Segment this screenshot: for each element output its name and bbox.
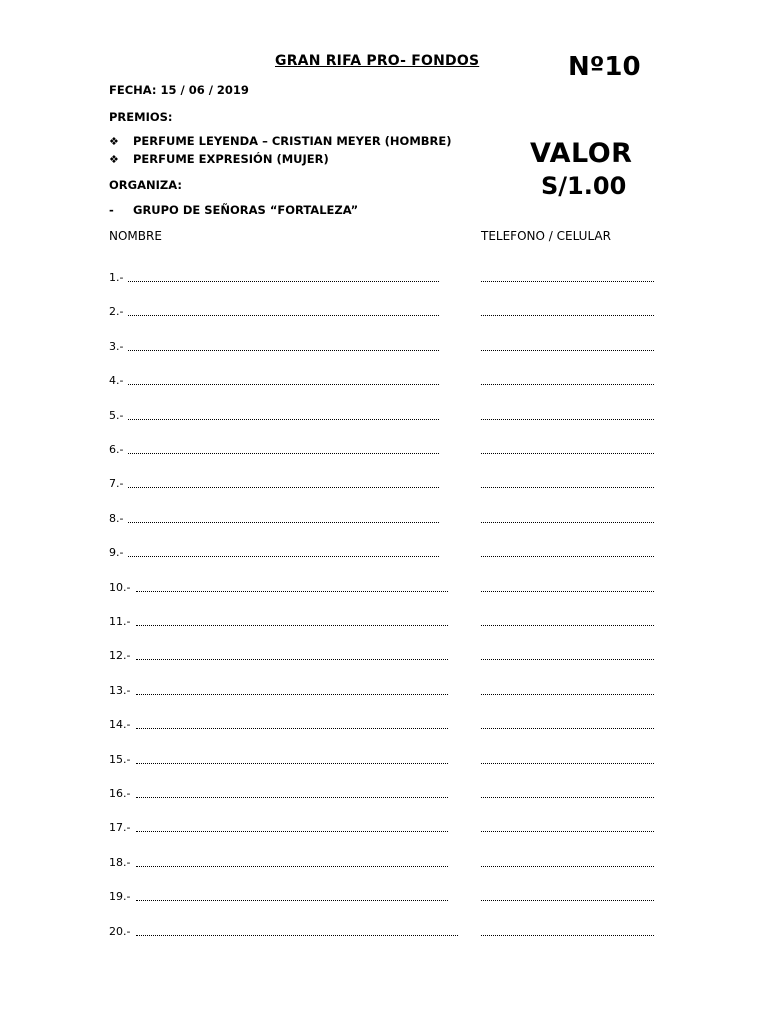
price-label: VALOR xyxy=(530,138,633,169)
diamond-bullet-icon: ❖ xyxy=(109,153,119,166)
prize-item xyxy=(109,152,329,166)
entry-row xyxy=(109,581,669,595)
entry-number: 9.- xyxy=(109,546,124,560)
name-blank-line[interactable] xyxy=(136,591,448,592)
phone-blank-line[interactable] xyxy=(481,935,654,936)
phone-blank-line[interactable] xyxy=(481,556,654,557)
entry-row xyxy=(109,340,669,354)
entry-number: 3.- xyxy=(109,339,124,353)
name-blank-line[interactable] xyxy=(128,556,439,557)
entry-number: 8.- xyxy=(109,511,124,525)
phone-blank-line[interactable] xyxy=(481,350,654,351)
entry-number: 18.- xyxy=(109,855,131,869)
name-blank-line[interactable] xyxy=(128,281,439,282)
name-blank-line[interactable] xyxy=(136,797,448,798)
entry-row xyxy=(109,546,669,560)
name-blank-line[interactable] xyxy=(128,419,439,420)
date-label: FECHA: 15 / 06 / 2019 xyxy=(109,83,249,97)
entry-number: 16.- xyxy=(109,787,131,800)
name-blank-line[interactable] xyxy=(136,763,448,764)
organizer-label: ORGANIZA: xyxy=(109,178,182,192)
entry-row xyxy=(109,925,669,939)
prize-item xyxy=(109,134,452,148)
entry-number: 2.- xyxy=(109,305,124,319)
name-blank-line[interactable] xyxy=(128,384,439,385)
entry-row xyxy=(109,443,669,457)
name-blank-line[interactable] xyxy=(136,659,448,660)
phone-blank-line[interactable] xyxy=(481,487,654,488)
phone-blank-line[interactable] xyxy=(481,831,654,832)
entry-number: 1.- xyxy=(109,271,124,284)
ticket-number: Nº10 xyxy=(568,52,641,82)
entry-number: 4.- xyxy=(109,374,124,388)
phone-blank-line[interactable] xyxy=(481,384,654,385)
entry-row xyxy=(109,305,669,319)
phone-blank-line[interactable] xyxy=(481,659,654,660)
entry-row xyxy=(109,512,669,526)
entry-number: 17.- xyxy=(109,821,131,835)
entry-number: 12.- xyxy=(109,649,131,663)
phone-blank-line[interactable] xyxy=(481,797,654,798)
name-blank-line[interactable] xyxy=(136,866,448,867)
phone-blank-line[interactable] xyxy=(481,419,654,420)
entry-row xyxy=(109,615,669,629)
name-blank-line[interactable] xyxy=(136,728,448,729)
phone-blank-line[interactable] xyxy=(481,591,654,592)
phone-blank-line[interactable] xyxy=(481,281,654,282)
entry-number: 10.- xyxy=(109,580,131,594)
document-title: GRAN RIFA PRO- FONDOS xyxy=(275,53,480,69)
entry-row xyxy=(109,684,669,698)
name-blank-line[interactable] xyxy=(136,831,448,832)
entry-number: 14.- xyxy=(109,718,131,732)
entry-row xyxy=(109,856,669,870)
entry-row xyxy=(109,649,669,663)
phone-blank-line[interactable] xyxy=(481,763,654,764)
entry-number: 6.- xyxy=(109,443,124,456)
entry-row xyxy=(109,753,669,767)
phone-blank-line[interactable] xyxy=(481,522,654,523)
name-blank-line[interactable] xyxy=(136,694,448,695)
entry-number: 15.- xyxy=(109,752,131,766)
entry-number: 20.- xyxy=(109,924,131,938)
entry-number: 5.- xyxy=(109,408,124,422)
entry-row xyxy=(109,271,669,285)
entry-number: 7.- xyxy=(109,477,124,491)
prize-text: PERFUME LEYENDA – CRISTIAN MEYER (HOMBRE) xyxy=(133,134,452,148)
entry-number: 19.- xyxy=(109,890,131,904)
entry-number: 11.- xyxy=(109,615,131,628)
phone-blank-line[interactable] xyxy=(481,728,654,729)
entry-row xyxy=(109,409,669,423)
phone-blank-line[interactable] xyxy=(481,315,654,316)
name-blank-line[interactable] xyxy=(136,935,458,936)
phone-blank-line[interactable] xyxy=(481,453,654,454)
phone-blank-line[interactable] xyxy=(481,625,654,626)
name-blank-line[interactable] xyxy=(128,453,439,454)
entry-row xyxy=(109,787,669,801)
diamond-bullet-icon: ❖ xyxy=(109,135,119,148)
name-blank-line[interactable] xyxy=(128,487,439,488)
prize-text: PERFUME EXPRESIÓN (MUJER) xyxy=(133,152,329,166)
phone-blank-line[interactable] xyxy=(481,694,654,695)
phone-blank-line[interactable] xyxy=(481,900,654,901)
name-blank-line[interactable] xyxy=(136,625,448,626)
entry-row xyxy=(109,718,669,732)
name-blank-line[interactable] xyxy=(128,350,439,351)
dash-bullet: - xyxy=(109,203,114,217)
name-blank-line[interactable] xyxy=(128,315,439,316)
entry-number: 13.- xyxy=(109,683,131,697)
name-blank-line[interactable] xyxy=(128,522,439,523)
price-amount: S/1.00 xyxy=(541,172,627,200)
organizer-group xyxy=(109,203,358,217)
entry-row xyxy=(109,890,669,904)
prizes-label: PREMIOS: xyxy=(109,110,173,124)
column-header-name: NOMBRE xyxy=(109,229,162,243)
entry-row xyxy=(109,821,669,835)
phone-blank-line[interactable] xyxy=(481,866,654,867)
entry-row xyxy=(109,374,669,388)
organizer-name: GRUPO DE SEÑORAS “FORTALEZA” xyxy=(133,203,359,217)
column-header-phone: TELEFONO / CELULAR xyxy=(481,229,611,243)
entry-row xyxy=(109,477,669,491)
name-blank-line[interactable] xyxy=(136,900,448,901)
